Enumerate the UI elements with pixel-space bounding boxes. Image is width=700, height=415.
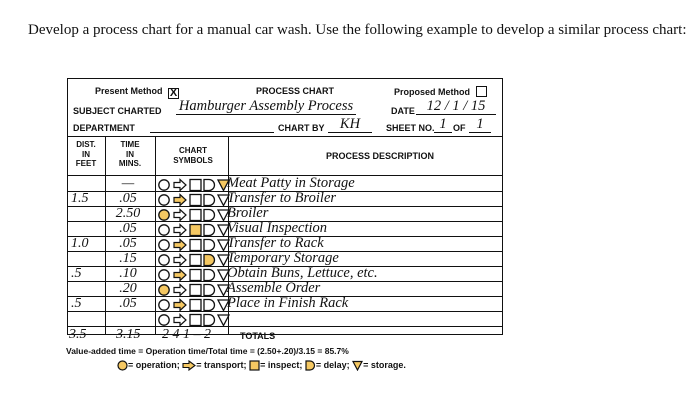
row-time: .05: [119, 236, 137, 251]
proposed-method-label: Proposed Method: [394, 87, 470, 97]
row-time: .15: [119, 251, 137, 266]
subject-value: Hamburger Assembly Process: [176, 98, 356, 115]
process-chart-form: [64, 76, 500, 406]
row-description: Transfer to Rack: [227, 235, 324, 251]
header-divider: [67, 136, 503, 137]
chart-title: PROCESS CHART: [256, 86, 335, 96]
row-dist: 1.5: [71, 191, 89, 206]
subject-label: SUBJECT CHARTED: [73, 106, 162, 116]
row-chart-symbols: [158, 298, 238, 312]
row-description: Assemble Order: [227, 280, 321, 296]
row-description: Broiler: [227, 205, 269, 221]
row-time: .05: [119, 191, 137, 206]
date-label: DATE: [391, 106, 415, 116]
row-description: Temporary Storage: [227, 250, 339, 266]
time-header: [108, 140, 152, 169]
row-description: Transfer to Broiler: [227, 190, 337, 206]
value-added-text: Value-added time = Operation time/Total time = (2.50+.20)/3.15 = 85.7%: [66, 346, 349, 356]
row-time: 2.50: [115, 206, 141, 221]
inspect-icon: [249, 360, 260, 371]
row-chart-symbols: [158, 268, 238, 282]
delay-icon: [305, 360, 316, 371]
department-label: DEPARTMENT: [73, 123, 135, 133]
total-time: 3.15: [116, 327, 141, 342]
row-dist: .5: [71, 266, 82, 281]
of-label: OF: [453, 123, 466, 133]
row-chart-symbols: [158, 208, 238, 222]
time-header-line: MINS.: [118, 159, 142, 168]
row-dist: .5: [71, 296, 82, 311]
description-header: PROCESS DESCRIPTION: [326, 151, 435, 161]
dist-header-line: IN: [82, 149, 90, 159]
row-chart-symbols: [158, 313, 238, 327]
dist-header-line: DIST.: [76, 140, 96, 149]
row-time: .05: [119, 296, 137, 311]
legend-storage: = storage.: [363, 360, 406, 370]
row-chart-symbols: [158, 223, 238, 237]
legend-transport: = transport;: [196, 360, 247, 370]
dist-header: [69, 140, 103, 169]
row-chart-symbols: [158, 238, 238, 252]
sheet-no-label: SHEET NO.: [386, 123, 435, 133]
storage-icon: [352, 360, 363, 371]
sheet-no-value: 1: [434, 116, 452, 133]
chart-by-value: KH: [328, 116, 372, 133]
time-header-line: TIME: [120, 140, 140, 149]
process-row: [67, 192, 503, 207]
symbols-header-line: SYMBOLS: [173, 155, 213, 165]
legend-operation: = operation;: [128, 360, 180, 370]
date-value: 12 / 1 / 15: [416, 98, 496, 115]
operation-icon: [117, 360, 128, 371]
row-chart-symbols: [158, 283, 238, 297]
instruction-text: Develop a process chart for a manual car wash. Use the following example to develop a similar process chart:: [28, 22, 687, 38]
process-row: [67, 297, 503, 312]
present-method-label: Present Method: [95, 86, 163, 96]
total-symbol-counts: 2 4 1 – 2: [162, 327, 211, 342]
row-chart-symbols: [158, 193, 238, 207]
symbols-header-line: CHART: [179, 146, 207, 155]
transport-icon: [182, 360, 196, 371]
row-time: .20: [119, 281, 137, 296]
row-description: Visual Inspection: [227, 220, 328, 236]
row-chart-symbols: [158, 253, 238, 267]
time-header-line: IN: [126, 149, 134, 159]
total-dist: 3.5: [69, 327, 87, 342]
process-row: [67, 312, 503, 327]
row-time: .10: [119, 266, 137, 281]
row-time: —: [121, 176, 135, 191]
row-description: Obtain Buns, Lettuce, etc.: [227, 265, 378, 281]
of-value: 1: [469, 116, 491, 133]
row-description: Place in Finish Rack: [227, 295, 349, 311]
legend-delay: = delay;: [315, 360, 350, 370]
totals-label: TOTALS: [240, 331, 276, 341]
row-time: .05: [119, 221, 137, 236]
symbols-header: [160, 146, 226, 165]
dist-header-line: FEET: [75, 159, 97, 168]
present-method-mark: X: [169, 87, 178, 99]
symbol-legend: [117, 360, 406, 371]
legend-inspect: = inspect;: [260, 360, 303, 370]
chart-by-label: CHART BY: [278, 123, 325, 133]
row-description: Meat Patty in Storage: [227, 175, 355, 191]
row-dist: 1.0: [71, 236, 89, 251]
row-chart-symbols: [158, 178, 238, 192]
